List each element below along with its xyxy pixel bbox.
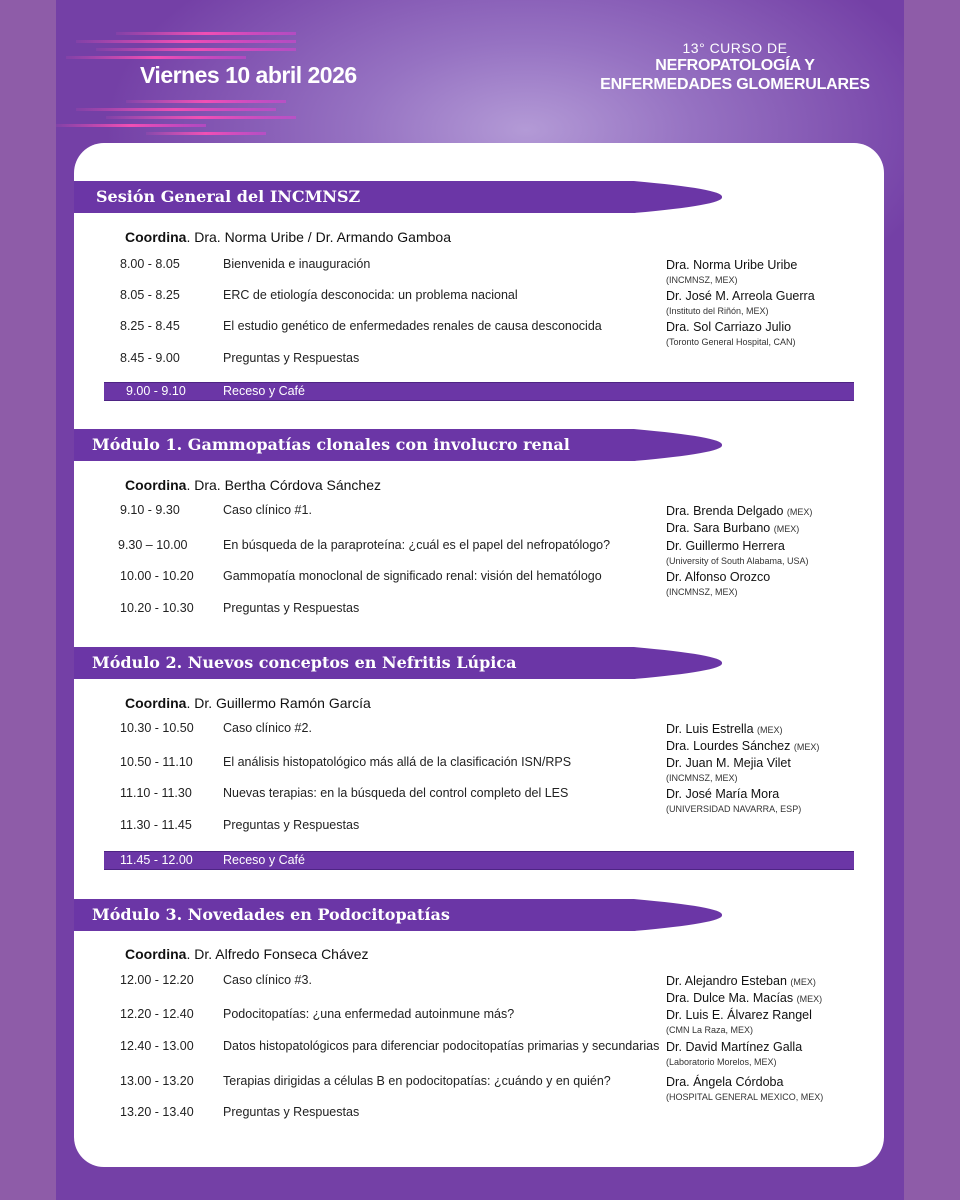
row-topic: Caso clínico #2. <box>223 721 312 735</box>
speaker-name <box>666 503 881 520</box>
speaker-name: Dr. Luis E. Álvarez Rangel <box>666 1008 812 1022</box>
row-time: 10.30 - 10.50 <box>120 721 194 735</box>
speaker-affiliation: (Toronto General Hospital, CAN) <box>666 337 796 347</box>
row-topic: Caso clínico #3. <box>223 973 312 987</box>
section-title: Módulo 1. Gammopatías clonales con involucro renal <box>92 435 570 454</box>
break-time: 11.45 - 12.00 <box>120 853 193 867</box>
coordinator <box>125 477 381 493</box>
speaker-affiliation: (Instituto del Riñón, MEX) <box>666 306 769 316</box>
coordinator-names: . Dr. Guillermo Ramón García <box>186 695 371 711</box>
section-title: Módulo 2. Nuevos conceptos en Nefritis Lúpica <box>92 653 517 672</box>
speaker-name: Dr. José M. Arreola Guerra <box>666 289 815 303</box>
coordinator-names: . Dra. Norma Uribe / Dr. Armando Gamboa <box>186 229 451 245</box>
row-time: 10.20 - 10.30 <box>120 601 194 615</box>
row-speaker <box>666 1007 881 1037</box>
break-time: 9.00 - 9.10 <box>126 384 186 398</box>
section-module-2 <box>74 647 884 867</box>
row-time: 10.00 - 10.20 <box>120 569 194 583</box>
section-header <box>74 899 884 931</box>
program-card <box>74 143 884 1167</box>
course-line-3: ENFERMEDADES GLOMERULARES <box>600 76 870 93</box>
row-topic: Caso clínico #1. <box>223 503 312 517</box>
speaker-affiliation: (University of South Alabama, USA) <box>666 556 809 566</box>
speaker-name-2 <box>666 738 881 755</box>
coordinator <box>125 946 369 962</box>
row-topic: Bienvenida e inauguración <box>223 257 371 271</box>
row-topic: El análisis histopatológico más allá de la clasificación ISN/RPS <box>223 755 572 769</box>
speaker-name-text: Dr. Alejandro Esteban <box>666 974 787 988</box>
row-topic: Terapias dirigidas a células B en podocitopatías: ¿cuándo y en quién? <box>223 1074 611 1088</box>
coordinator-names: . Dra. Bertha Córdova Sánchez <box>186 477 381 493</box>
speaker-country: (MEX) <box>790 977 816 987</box>
row-speaker <box>666 257 881 287</box>
row-time: 8.25 - 8.45 <box>120 319 180 333</box>
speaker-name: Dr. Guillermo Herrera <box>666 539 785 553</box>
row-time: 12.40 - 13.00 <box>120 1039 194 1053</box>
speaker-name: Dr. David Martínez Galla <box>666 1040 803 1054</box>
row-topic: Datos histopatológicos para diferenciar podocitopatías primarias y secundarias <box>223 1039 660 1053</box>
coordinator <box>125 229 451 245</box>
row-topic: El estudio genético de enfermedades renales de causa desconocida <box>223 319 602 333</box>
coordinator-label: Coordina <box>125 477 187 493</box>
section-title: Módulo 3. Novedades en Podocitopatías <box>92 905 450 924</box>
break-topic: Receso y Café <box>223 853 305 867</box>
speaker-name: Dr. José María Mora <box>666 787 780 801</box>
row-speaker <box>666 1039 881 1069</box>
coordinator <box>125 695 371 711</box>
row-topic: Preguntas y Respuestas <box>223 351 360 365</box>
row-time: 12.20 - 12.40 <box>120 1007 194 1021</box>
left-border <box>0 0 56 1200</box>
coordinator-label: Coordina <box>125 695 187 711</box>
coordinator-label: Coordina <box>125 946 187 962</box>
speaker-name: Dr. Juan M. Mejia Vilet <box>666 756 791 770</box>
section-general <box>74 181 884 398</box>
row-speaker <box>666 569 881 599</box>
row-topic: Preguntas y Respuestas <box>223 1105 360 1119</box>
row-time: 12.00 - 12.20 <box>120 973 194 987</box>
speaker-name-text: Dra. Lourdes Sánchez <box>666 739 791 753</box>
speaker-name-2 <box>666 520 881 537</box>
row-topic: Preguntas y Respuestas <box>223 601 360 615</box>
row-speaker <box>666 538 881 568</box>
coordinator-names: . Dr. Alfredo Fonseca Chávez <box>186 946 369 962</box>
row-topic: ERC de etiología desconocida: un problema nacional <box>223 288 518 302</box>
coordinator-label: Coordina <box>125 229 187 245</box>
section-title: Sesión General del INCMNSZ <box>96 187 361 206</box>
row-time: 13.00 - 13.20 <box>120 1074 194 1088</box>
break-topic: Receso y Café <box>223 384 305 398</box>
speaker-name-text: Dr. Luis Estrella <box>666 722 754 736</box>
section-header <box>74 429 884 461</box>
row-time: 11.30 - 11.45 <box>120 818 192 832</box>
row-speaker <box>666 786 881 816</box>
row-speaker <box>666 503 881 537</box>
section-module-1 <box>74 429 884 615</box>
course-title <box>580 40 890 94</box>
speaker-country: (MEX) <box>796 994 823 1004</box>
speaker-country: (MEX) <box>793 742 820 752</box>
break-bar <box>104 382 854 401</box>
break-bar <box>104 851 854 870</box>
speaker-affiliation: (HOSPITAL GENERAL MEXICO, MEX) <box>666 1092 824 1102</box>
speaker-name: Dra. Norma Uribe Uribe <box>666 258 798 272</box>
row-time: 13.20 - 13.40 <box>120 1105 194 1119</box>
speaker-country: (MEX) <box>757 725 783 735</box>
row-topic: Nuevas terapias: en la búsqueda del control completo del LES <box>223 786 569 800</box>
row-topic: Podocitopatías: ¿una enfermedad autoinmune más? <box>223 1007 515 1021</box>
event-date: Viernes 10 abril 2026 <box>140 62 357 88</box>
speaker-name: Dr. Alfonso Orozco <box>666 570 771 584</box>
speaker-affiliation: (Laboratorio Morelos, MEX) <box>666 1057 777 1067</box>
row-topic: Preguntas y Respuestas <box>223 818 360 832</box>
speaker-name-text: Dra. Dulce Ma. Macías <box>666 991 794 1005</box>
speaker-affiliation: (UNIVERSIDAD NAVARRA, ESP) <box>666 804 802 814</box>
row-time: 9.10 - 9.30 <box>120 503 180 517</box>
row-time: 8.45 - 9.00 <box>120 351 180 365</box>
row-topic: Gammopatía monoclonal de significado renal: visión del hematólogo <box>223 569 602 583</box>
speaker-name-text: Dra. Sara Burbano <box>666 521 771 535</box>
speaker-name: Dra. Ángela Córdoba <box>666 1075 784 1089</box>
right-border <box>904 0 960 1200</box>
row-topic: En búsqueda de la paraproteína: ¿cuál es el papel del nefropatólogo? <box>223 538 611 552</box>
speaker-affiliation: (INCMNSZ, MEX) <box>666 773 738 783</box>
speaker-name-2 <box>666 990 881 1007</box>
section-header <box>74 647 884 679</box>
row-time: 9.30 – 10.00 <box>118 538 188 552</box>
speaker-name-text: Dra. Brenda Delgado <box>666 504 784 518</box>
speaker-name <box>666 721 881 738</box>
row-speaker <box>666 288 881 318</box>
speaker-affiliation: (CMN La Raza, MEX) <box>666 1025 754 1035</box>
row-time: 8.05 - 8.25 <box>120 288 180 302</box>
row-speaker <box>666 1074 881 1104</box>
section-module-3 <box>74 899 884 1119</box>
speaker-country: (MEX) <box>786 507 813 517</box>
speaker-name <box>666 973 881 990</box>
row-time: 8.00 - 8.05 <box>120 257 180 271</box>
row-time: 11.10 - 11.30 <box>120 786 192 800</box>
speaker-country: (MEX) <box>773 524 800 534</box>
course-line-1: 13° CURSO DE <box>682 40 788 56</box>
row-time: 10.50 - 11.10 <box>120 755 193 769</box>
row-speaker <box>666 319 881 349</box>
speaker-name: Dra. Sol Carriazo Julio <box>666 320 792 334</box>
row-speaker <box>666 973 881 1007</box>
course-line-2: NEFROPATOLOGÍA Y <box>655 57 815 74</box>
row-speaker <box>666 755 881 785</box>
speaker-affiliation: (INCMNSZ, MEX) <box>666 275 738 285</box>
row-speaker <box>666 721 881 755</box>
section-header <box>74 181 884 213</box>
speaker-affiliation: (INCMNSZ, MEX) <box>666 587 738 597</box>
